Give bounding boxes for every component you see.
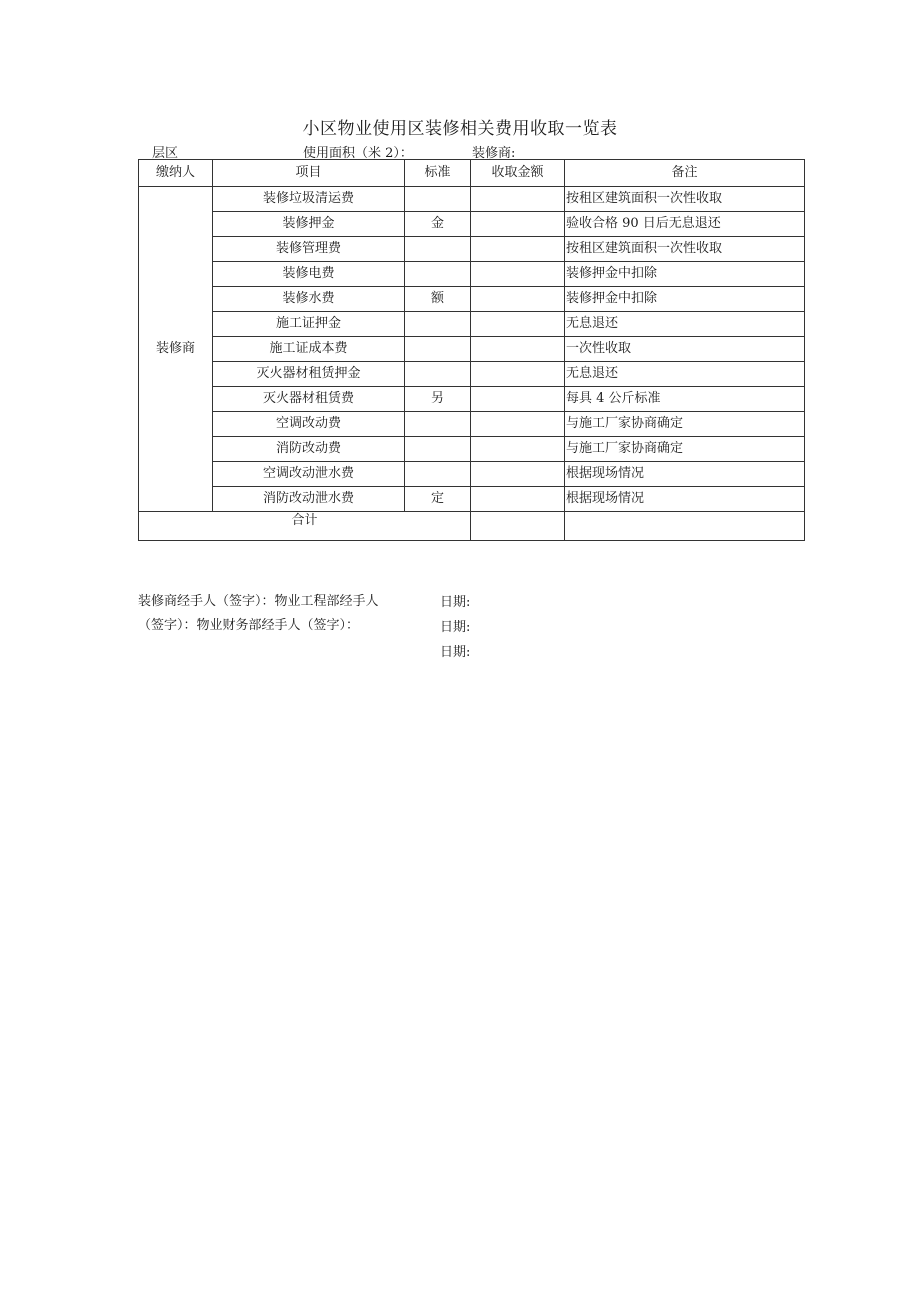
amount-cell xyxy=(471,437,565,462)
amount-cell xyxy=(471,412,565,437)
standard-cell: 额 xyxy=(405,287,471,312)
floor-label: 层区 xyxy=(152,146,179,161)
decorator-label: 装修商: xyxy=(472,146,516,161)
table-row xyxy=(139,262,805,287)
table-header-row xyxy=(139,160,805,187)
header-item: 项目 xyxy=(213,160,405,187)
table-row xyxy=(139,187,805,212)
date-label-3: 日期: xyxy=(440,645,471,660)
table-row xyxy=(139,387,805,412)
signature-line-1: 装修商经手人（签字）：物业工程部经手人 xyxy=(138,594,379,609)
note-cell: 验收合格 90 日后无息退还 xyxy=(565,212,805,237)
payer-cell: 装修商 xyxy=(139,187,213,512)
note-cell: 装修押金中扣除 xyxy=(565,262,805,287)
note-cell: 与施工厂家协商确定 xyxy=(565,412,805,437)
table-row xyxy=(139,437,805,462)
standard-cell xyxy=(405,437,471,462)
item-cell: 施工证押金 xyxy=(213,312,405,337)
table-row xyxy=(139,337,805,362)
item-cell: 消防改动泄水费 xyxy=(213,487,405,512)
page-title: 小区物业使用区装修相关费用收取一览表 xyxy=(302,119,618,139)
note-cell: 每具 4 公斤标准 xyxy=(565,387,805,412)
date-label-1: 日期: xyxy=(440,595,471,610)
standard-cell xyxy=(405,362,471,387)
amount-cell xyxy=(471,337,565,362)
item-cell: 装修电费 xyxy=(213,262,405,287)
table-row xyxy=(139,212,805,237)
table-row xyxy=(139,237,805,262)
note-cell: 与施工厂家协商确定 xyxy=(565,437,805,462)
date-label-2: 日期: xyxy=(440,620,471,635)
standard-cell xyxy=(405,237,471,262)
table-row xyxy=(139,287,805,312)
table-row xyxy=(139,312,805,337)
item-cell: 空调改动泄水费 xyxy=(213,462,405,487)
standard-cell xyxy=(405,262,471,287)
standard-cell: 定 xyxy=(405,487,471,512)
note-cell: 无息退还 xyxy=(565,362,805,387)
item-cell: 施工证成本费 xyxy=(213,337,405,362)
item-cell: 装修垃圾清运费 xyxy=(213,187,405,212)
note-cell: 一次性收取 xyxy=(565,337,805,362)
item-cell: 灭火器材租赁押金 xyxy=(213,362,405,387)
standard-cell xyxy=(405,337,471,362)
standard-cell: 金 xyxy=(405,212,471,237)
table-row xyxy=(139,487,805,512)
table-row xyxy=(139,412,805,437)
note-cell: 根据现场情况 xyxy=(565,462,805,487)
amount-cell xyxy=(471,487,565,512)
amount-cell xyxy=(471,262,565,287)
amount-cell xyxy=(471,287,565,312)
total-row xyxy=(139,512,805,541)
header-note: 备注 xyxy=(565,160,805,187)
item-cell: 装修水费 xyxy=(213,287,405,312)
item-cell: 灭火器材租赁费 xyxy=(213,387,405,412)
amount-cell xyxy=(471,462,565,487)
item-cell: 装修管理费 xyxy=(213,237,405,262)
item-cell: 空调改动费 xyxy=(213,412,405,437)
fee-table xyxy=(138,159,805,541)
note-cell: 根据现场情况 xyxy=(565,487,805,512)
note-cell: 按租区建筑面积一次性收取 xyxy=(565,237,805,262)
total-amount-cell xyxy=(471,512,565,541)
note-cell: 装修押金中扣除 xyxy=(565,287,805,312)
header-amount: 收取金额 xyxy=(471,160,565,187)
item-cell: 装修押金 xyxy=(213,212,405,237)
standard-cell xyxy=(405,412,471,437)
standard-cell xyxy=(405,312,471,337)
area-label: 使用面积（米 2）： xyxy=(303,146,413,161)
amount-cell xyxy=(471,387,565,412)
amount-cell xyxy=(471,312,565,337)
total-note-cell xyxy=(565,512,805,541)
amount-cell xyxy=(471,362,565,387)
header-standard: 标准 xyxy=(405,160,471,187)
standard-cell xyxy=(405,187,471,212)
amount-cell xyxy=(471,212,565,237)
table-row xyxy=(139,462,805,487)
note-cell: 按租区建筑面积一次性收取 xyxy=(565,187,805,212)
total-label: 合计 xyxy=(139,512,471,541)
amount-cell xyxy=(471,237,565,262)
signature-line-2: （签字）：物业财务部经手人（签字）： xyxy=(138,618,360,633)
standard-cell xyxy=(405,462,471,487)
standard-cell: 另 xyxy=(405,387,471,412)
header-payer: 缴纳人 xyxy=(139,160,213,187)
table-row xyxy=(139,362,805,387)
item-cell: 消防改动费 xyxy=(213,437,405,462)
note-cell: 无息退还 xyxy=(565,312,805,337)
amount-cell xyxy=(471,187,565,212)
